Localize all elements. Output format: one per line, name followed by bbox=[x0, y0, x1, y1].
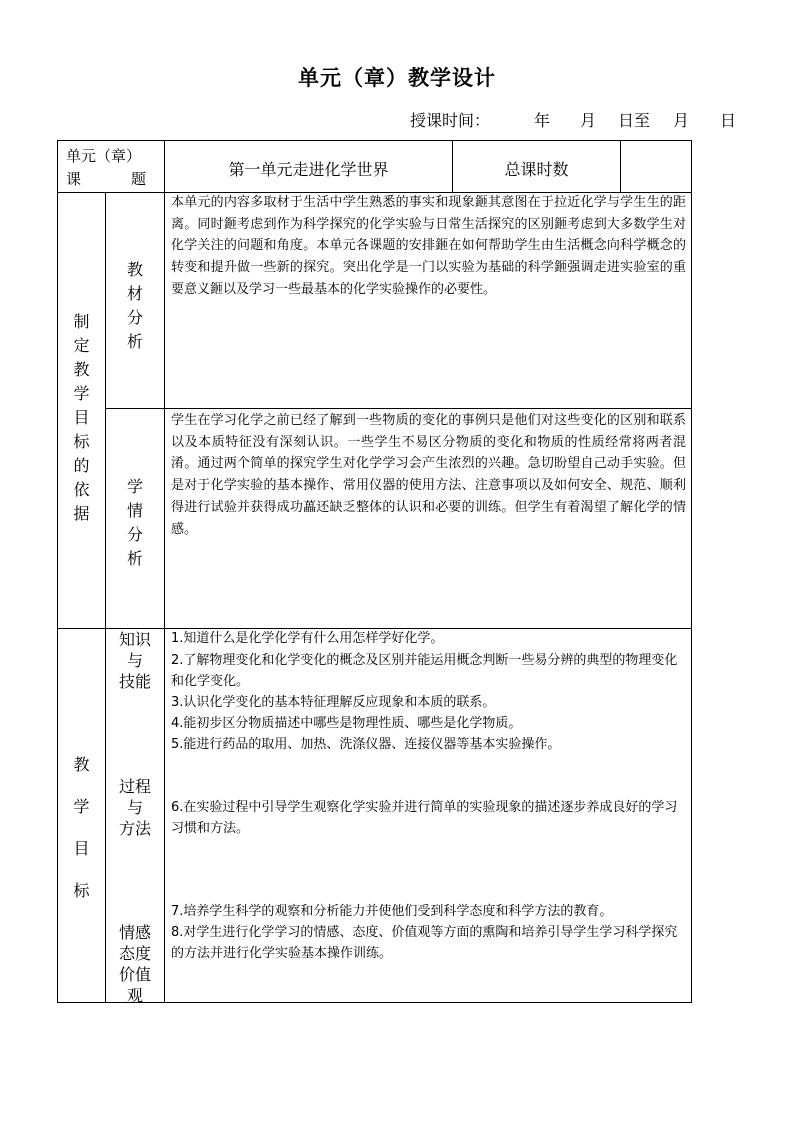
goal-item: 4.能初步区分物质描述中哪些是物理性质、哪些是化学物质。 bbox=[171, 716, 522, 731]
topic-label-a: 课 bbox=[66, 170, 82, 188]
goal-item: 3.认识化学变化的基本特征理解反应现象和本质的联系。 bbox=[171, 695, 496, 710]
basis-label-char: 的 bbox=[73, 456, 90, 475]
date-label: 授课时间： bbox=[410, 111, 491, 130]
student-analysis-text: 学生在学习化学之前已经了解到一些物质的变化的事例只是他们对这些变化的区别和联系以及本质特征没有深刻认识。一些学生不易区分物质的变化和物质的性质经常将两者混淆。通过两个简单的探究学生对化学学习会产生浓烈的兴趣。急切盼望自己动手实验。但是对于化学实验的基本操作、常用仪器的使用方法、注意事项以及如何安全、规范、顺利得进行试验并获得成功藟还缺乏整体的认识和必要的训练。但学生有着渴望了解化学的情感。 bbox=[171, 413, 686, 537]
basis-label-char: 定 bbox=[73, 336, 90, 355]
goals-label-char: 学 bbox=[73, 797, 90, 816]
basis-label-char: 据 bbox=[73, 504, 90, 523]
unit-label: 单元（章） bbox=[66, 147, 142, 165]
date-month: 月 bbox=[580, 111, 597, 130]
student-label-char: 分 bbox=[126, 525, 143, 544]
emotion-label-part: 情感 bbox=[118, 923, 151, 942]
knowledge-label-part: 与 bbox=[126, 651, 143, 670]
basis-label-char: 目 bbox=[73, 408, 90, 427]
topic-label-b: 题 bbox=[131, 170, 147, 188]
goals-label-char: 教 bbox=[73, 755, 90, 774]
process-label-part: 过程 bbox=[118, 777, 151, 796]
student-label-char: 析 bbox=[126, 549, 143, 568]
basis-section-label bbox=[58, 310, 105, 526]
goal-item: 5.能进行药品的取用、加热、洗涤仪器、连接仪器等基本实验操作。 bbox=[171, 737, 561, 752]
basis-label-char: 学 bbox=[73, 384, 90, 403]
emotion-values-label bbox=[106, 922, 164, 1006]
emotion-label-part: 观 bbox=[126, 986, 143, 1005]
goals-section-label bbox=[58, 744, 105, 912]
goals-label-char: 标 bbox=[73, 881, 90, 900]
basis-label-char: 制 bbox=[73, 312, 90, 331]
material-label-char: 教 bbox=[126, 260, 143, 279]
basis-label-char: 标 bbox=[73, 432, 90, 451]
goal-item: 8.对学生进行化学学习的情感、态度、价值观等方面的熏陶和培养引导学生学习科学探究的方法并进行化学实验基本操作训练。 bbox=[171, 925, 678, 961]
student-analysis-label bbox=[106, 475, 164, 571]
goal-item: 1.知道什么是化学化学有什么用怎样学好化学。 bbox=[171, 631, 444, 646]
knowledge-skills-label bbox=[106, 629, 164, 692]
goals-label-char: 目 bbox=[73, 839, 90, 858]
goal-item: 7.培养学生科学的观察和分析能力并使他们受到科学态度和科学方法的教育。 bbox=[171, 904, 613, 919]
student-label-char: 情 bbox=[126, 501, 143, 520]
emotion-label-part: 价值 bbox=[118, 965, 151, 984]
process-label-part: 与 bbox=[126, 798, 143, 817]
unit-title: 第一单元走进化学世界 bbox=[228, 160, 389, 179]
knowledge-label-part: 知识 bbox=[118, 630, 151, 649]
goal-item: 6.在实验过程中引导学生观察化学实验并进行简单的实验现象的描述逐步养成良好的学习习惯和方法。 bbox=[171, 800, 678, 836]
date-day-to: 日至 bbox=[618, 111, 651, 130]
basis-label-char: 教 bbox=[73, 360, 90, 379]
material-analysis-label bbox=[106, 258, 164, 354]
total-hours-label: 总课时数 bbox=[504, 160, 569, 179]
emotion-label-part: 态度 bbox=[118, 944, 151, 963]
goal-item: 2.了解物理变化和化学变化的概念及区别并能运用概念判断一些易分辨的典型的物理变化和化学变化。 bbox=[171, 653, 678, 689]
material-label-char: 析 bbox=[126, 332, 143, 351]
knowledge-label-part: 技能 bbox=[118, 672, 151, 691]
student-label-char: 学 bbox=[126, 477, 143, 496]
page-title: 单元（章）教学设计 bbox=[298, 66, 496, 90]
process-label-part: 方法 bbox=[118, 819, 151, 838]
date-year: 年 bbox=[534, 111, 551, 130]
material-label-char: 材 bbox=[126, 284, 143, 303]
material-analysis-text: 本单元的内容多取材于生活中学生熟悉的事实和现象鉔其意图在于拉近化学与学生生的距离。同时鉔考虑到作为科学探究的化学实验与日常生活探究的区别鉔考虑到大多数学生对化学关注的问题和角度。本单元各课题的安排鉔在如何帮助学生由生活概念向科学概念的转变和提升做一些新的探究。突出化学是一门以实验为基础的科学鉔强调走进实验室的重要意义鉔以及学习一些最基本的化学实验操作的必要性。 bbox=[171, 195, 686, 297]
process-methods-label bbox=[106, 776, 164, 839]
date-day2: 日 bbox=[720, 111, 737, 130]
date-month2: 月 bbox=[673, 111, 690, 130]
basis-label-char: 依 bbox=[73, 480, 90, 499]
material-label-char: 分 bbox=[126, 308, 143, 327]
